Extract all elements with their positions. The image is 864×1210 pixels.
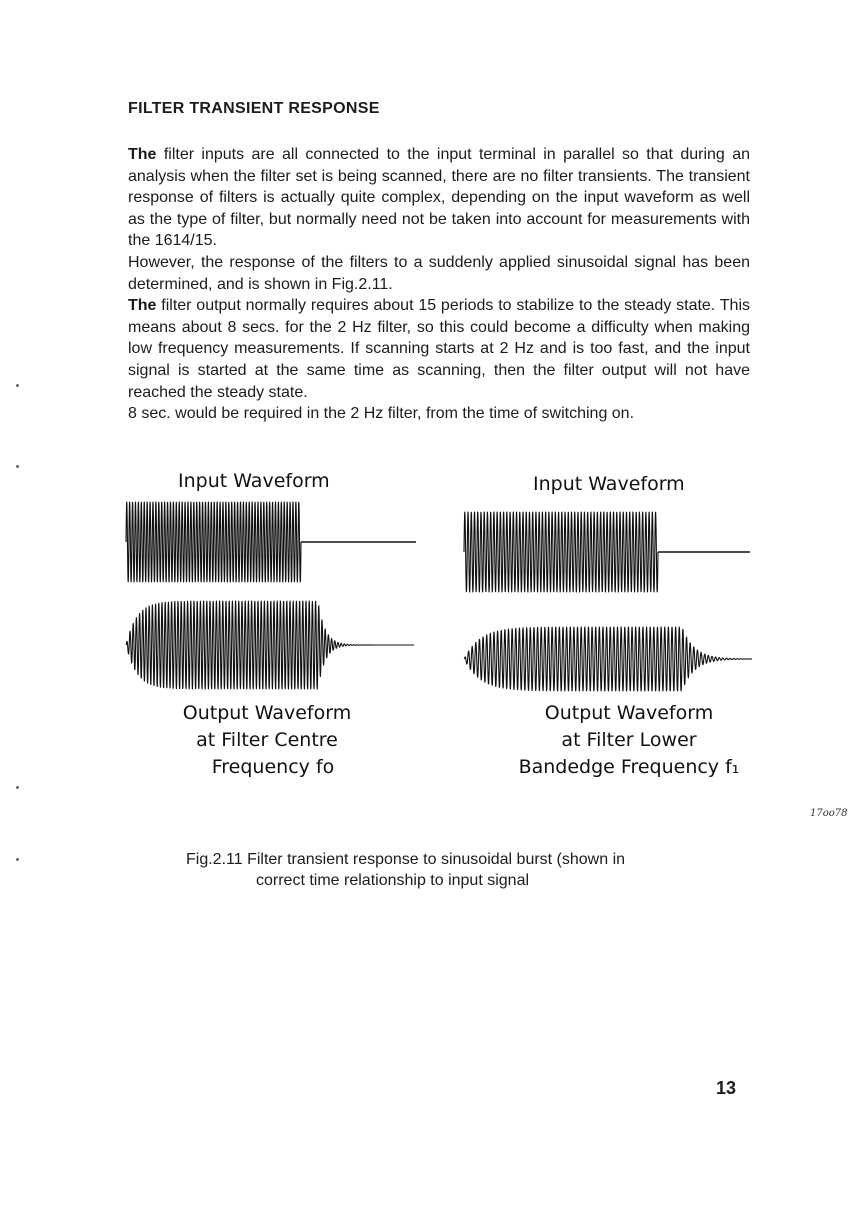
margin-dot xyxy=(16,465,19,468)
input-burst-trace xyxy=(464,512,658,592)
left-input-waveform xyxy=(124,500,419,585)
margin-dot xyxy=(16,786,19,789)
margin-dot xyxy=(16,384,19,387)
page-number: 13 xyxy=(716,1078,737,1098)
left-input-label: Input Waveform xyxy=(178,470,330,492)
caption-line-2: correct time relationship to input signal xyxy=(256,872,530,889)
left-output-label-line-3: Frequency fo xyxy=(211,756,335,778)
output-trace xyxy=(464,627,752,691)
paragraph-3-lead: The xyxy=(128,297,157,315)
output-trace xyxy=(126,601,414,689)
figure-id: 17oo78 xyxy=(810,808,848,819)
paragraph-2: However, the response of the filters to a suddenly applied sinusoidal signal has been determined, and is shown in Fig.2.11. xyxy=(128,253,750,293)
left-output-label-line-1: Output Waveform xyxy=(182,702,352,724)
paragraph-1-lead: The xyxy=(128,146,157,163)
right-input-label: Input Waveform xyxy=(533,473,685,495)
left-output-label-line-2: at Filter Centre xyxy=(196,729,338,751)
caption-line-1: Fig.2.11 Filter transient response to sinusoidal burst (shown in xyxy=(186,851,626,868)
paragraph-3 xyxy=(128,295,750,403)
paragraph-4: 8 sec. would be required in the 2 Hz filter, from the time of switching on. xyxy=(128,405,635,423)
right-input-waveform xyxy=(462,510,754,595)
paragraph-1-text: filter inputs are all connected to the input terminal in parallel so that during an analysis when the filter set is being scanned, there are no filter transients. The transient response of filters is actually quite complex, depending on the input waveform as well as the type of filter, but normally need not be taken into account for measurements with the 1614/15. xyxy=(128,146,750,250)
right-output-label-line-3: Bandedge Frequency f₁ xyxy=(518,756,740,778)
right-output-label-line-1: Output Waveform xyxy=(544,702,714,724)
paragraph-1 xyxy=(128,144,750,252)
left-output-label xyxy=(172,700,362,781)
right-output-waveform xyxy=(462,622,754,694)
right-output-label-line-2: at Filter Lower xyxy=(561,729,697,751)
right-output-label xyxy=(504,700,754,781)
input-burst-trace xyxy=(126,502,301,582)
figure-caption xyxy=(186,849,716,891)
body-text xyxy=(128,144,750,425)
paragraph-3-text: filter output normally requires about 15 periods to stabilize to the steady state. This means about 8 secs. for the 2 Hz filter, so this could become a difficulty when making low frequency measurements. If scanning starts at 2 Hz and is too fast, and the input signal is started at the same time as scanning, then the filter output will not have reached the steady state. xyxy=(128,297,750,401)
margin-dot xyxy=(16,858,19,861)
left-output-waveform xyxy=(124,598,419,693)
section-heading: FILTER TRANSIENT RESPONSE xyxy=(128,100,380,117)
